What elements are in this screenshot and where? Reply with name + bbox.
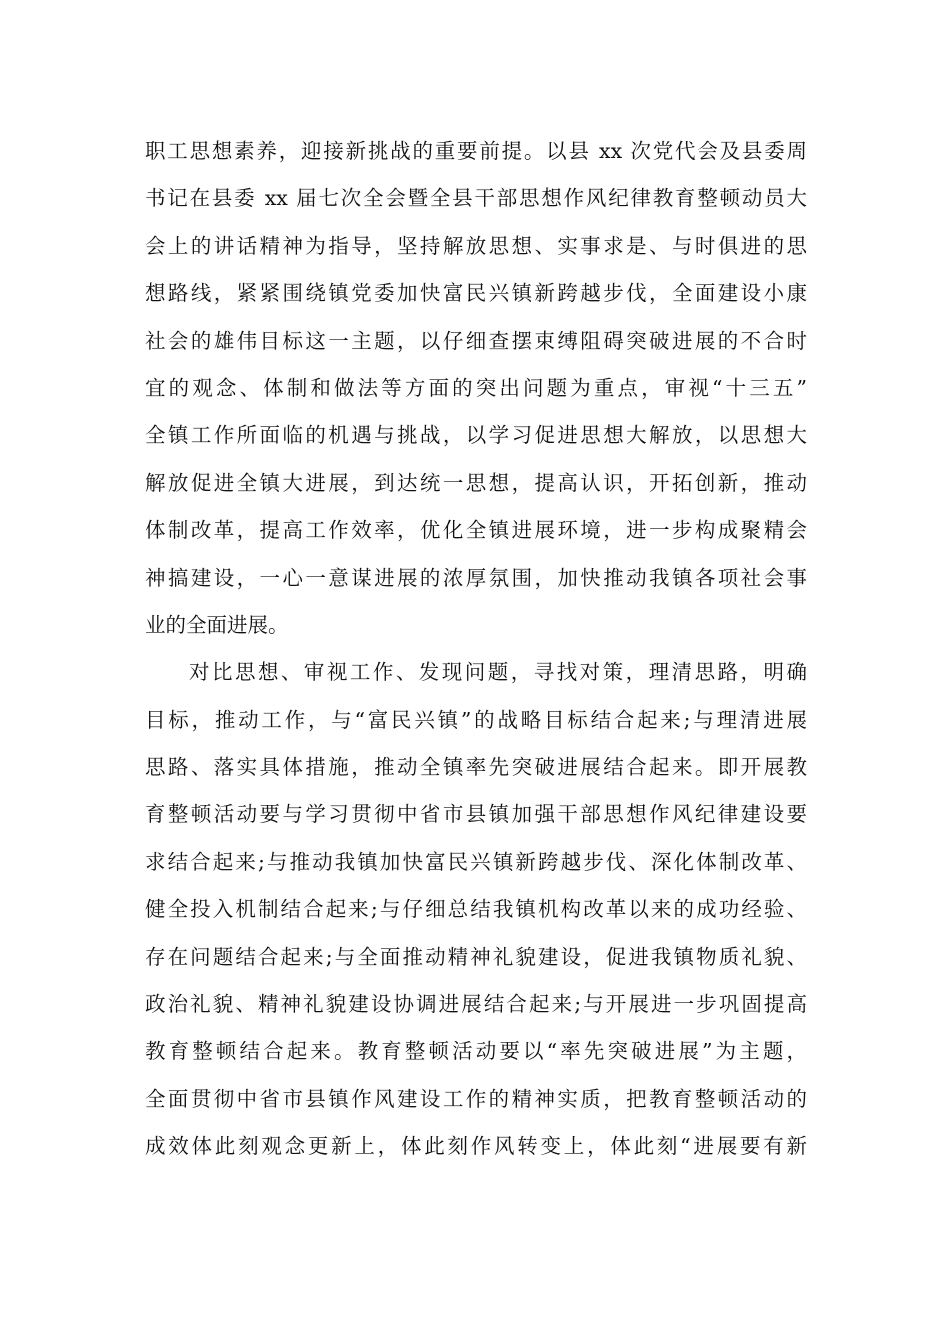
text-line: 社会的雄伟目标这一主题，以仔细查摆束缚阻碍突破进展的不合时 [145,328,807,353]
text-line: 健全投入机制结合起来;与仔细总结我镇机构改革以来的成功经验、 [145,897,807,922]
document-body [145,128,807,1171]
text-line: 求结合起来;与推动我镇加快富民兴镇新跨越步伐、深化体制改革、 [145,849,807,874]
text-line: 职工思想素养，迎接新挑战的重要前提。以县 xx 次党代会及县委周 [145,139,807,163]
text-line: 全面贯彻中省市县镇作风建设工作的精神实质，把教育整顿活动的 [145,1086,807,1111]
text-line: 成效体此刻观念更新上，体此刻作风转变上，体此刻“进展要有新 [145,1134,807,1159]
text-line: 体制改革，提高工作效率，优化全镇进展环境，进一步构成聚精会 [145,518,807,543]
text-line: 存在问题结合起来;与全面推动精神礼貌建设，促进我镇物质礼貌、 [145,944,807,969]
text-line: 目标，推动工作，与“富民兴镇”的战略目标结合起来;与理清进展 [145,707,807,732]
text-line: 业的全面进展。 [145,612,289,637]
paragraph-1 [145,128,807,649]
text-line: 书记在县委 xx 届七次全会暨全县干部思想作风纪律教育整顿动员大 [145,186,807,211]
text-line: 教育整顿结合起来。教育整顿活动要以“率先突破进展”为主题， [145,1039,807,1064]
text-line: 神搞建设，一心一意谋进展的浓厚氛围，加快推动我镇各项社会事 [145,565,807,590]
text-line: 育整顿活动要与学习贯彻中省市县镇加强干部思想作风纪律建设要 [145,802,807,827]
text-line: 政治礼貌、精神礼貌建设协调进展结合起来;与开展进一步巩固提高 [145,992,807,1017]
paragraph-2 [145,649,807,1170]
text-line: 会上的讲话精神为指导，坚持解放思想、实事求是、与时俱进的思 [145,233,807,258]
text-line: 想路线，紧紧围绕镇党委加快富民兴镇新跨越步伐，全面建设小康 [145,281,807,306]
text-line: 对比思想、审视工作、发现问题，寻找对策，理清思路，明确 [189,660,807,685]
text-line: 思路、落实具体措施，推动全镇率先突破进展结合起来。即开展教 [145,755,807,780]
text-line: 宜的观念、体制和做法等方面的突出问题为重点，审视“十三五” [145,375,807,400]
text-line: 全镇工作所面临的机遇与挑战，以学习促进思想大解放，以思想大 [145,423,807,448]
text-line: 解放促进全镇大进展，到达统一思想，提高认识，开拓创新，推动 [145,470,807,495]
